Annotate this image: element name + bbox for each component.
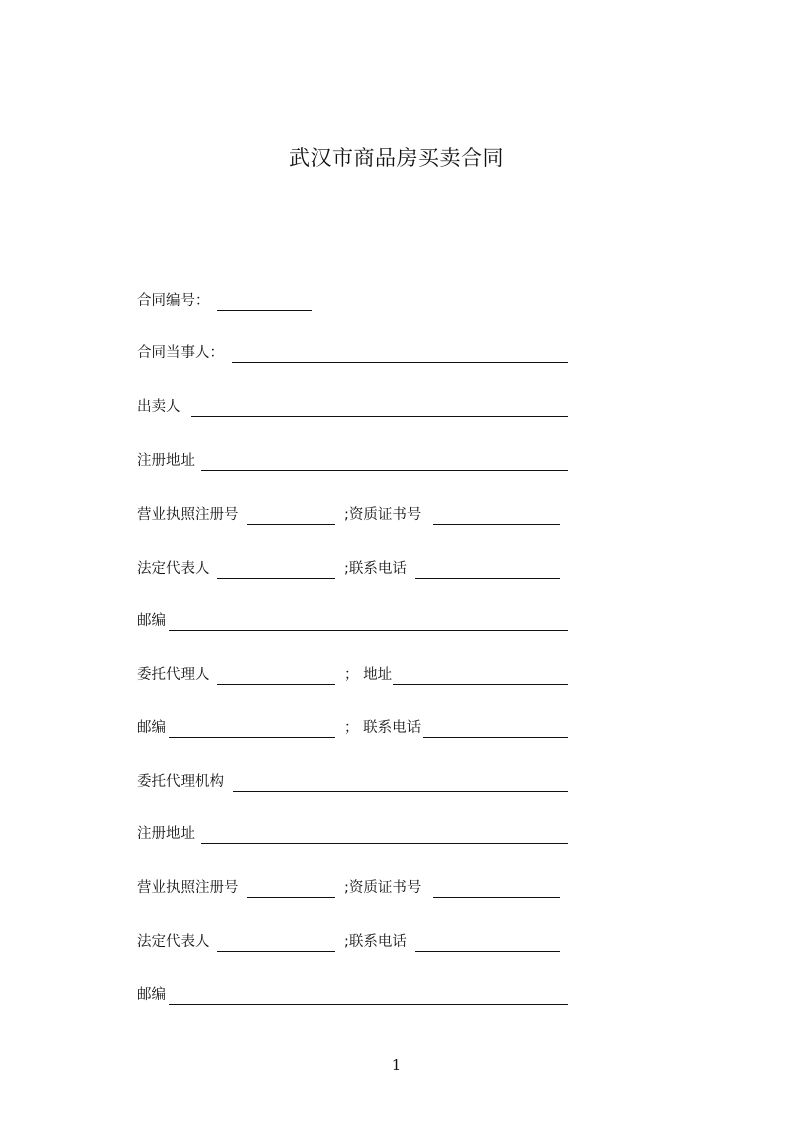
agent-org-row bbox=[137, 771, 577, 793]
page-number: 1 bbox=[391, 1056, 402, 1074]
org-license-row bbox=[137, 877, 577, 899]
org-reg-address-row bbox=[137, 823, 577, 845]
seller-legal-rep-row bbox=[137, 558, 577, 580]
parties-row bbox=[137, 342, 577, 364]
org-license-label: 营业执照注册号 bbox=[137, 880, 239, 896]
agent-row bbox=[137, 664, 577, 686]
org-postcode-blank[interactable] bbox=[169, 1004, 568, 1005]
seller-cert-blank[interactable] bbox=[433, 524, 560, 525]
agent-blank[interactable] bbox=[217, 684, 335, 685]
seller-blank[interactable] bbox=[191, 416, 568, 417]
org-phone-label: ;联系电话 bbox=[344, 934, 407, 950]
parties-label: 合同当事人： bbox=[137, 345, 224, 361]
seller-legal-rep-blank[interactable] bbox=[217, 578, 335, 579]
seller-license-row bbox=[137, 504, 577, 526]
seller-postcode-label: 邮编 bbox=[137, 613, 166, 629]
seller-row bbox=[137, 396, 577, 418]
org-legal-rep-row bbox=[137, 931, 577, 953]
document-title: 武汉市商品房买卖合同 bbox=[289, 146, 504, 170]
org-legal-rep-label: 法定代表人 bbox=[137, 934, 210, 950]
org-reg-address-blank[interactable] bbox=[201, 843, 568, 844]
seller-label: 出卖人 bbox=[137, 399, 181, 415]
contract-number-blank[interactable] bbox=[217, 310, 312, 311]
org-cert-label: ;资质证书号 bbox=[344, 880, 422, 896]
seller-license-blank[interactable] bbox=[247, 524, 335, 525]
agent-phone-blank[interactable] bbox=[423, 737, 568, 738]
agent-address-label: ； 地址 bbox=[344, 667, 393, 683]
agent-phone-label: ； 联系电话 bbox=[344, 720, 422, 736]
org-license-blank[interactable] bbox=[247, 897, 335, 898]
seller-reg-address-row bbox=[137, 450, 577, 472]
org-postcode-label: 邮编 bbox=[137, 987, 166, 1003]
agent-postcode-blank[interactable] bbox=[169, 737, 335, 738]
org-cert-blank[interactable] bbox=[433, 897, 560, 898]
org-reg-address-label: 注册地址 bbox=[137, 826, 195, 842]
org-phone-blank[interactable] bbox=[415, 951, 560, 952]
seller-reg-address-blank[interactable] bbox=[201, 470, 568, 471]
seller-postcode-row bbox=[137, 610, 577, 632]
seller-postcode-blank[interactable] bbox=[169, 630, 568, 631]
seller-phone-label: ;联系电话 bbox=[344, 561, 407, 577]
parties-blank[interactable] bbox=[232, 362, 568, 363]
seller-phone-blank[interactable] bbox=[415, 578, 560, 579]
contract-number-label: 合同编号： bbox=[137, 293, 210, 309]
agent-postcode-row bbox=[137, 717, 577, 739]
seller-license-label: 营业执照注册号 bbox=[137, 507, 239, 523]
org-legal-rep-blank[interactable] bbox=[217, 951, 335, 952]
seller-legal-rep-label: 法定代表人 bbox=[137, 561, 210, 577]
org-postcode-row bbox=[137, 984, 577, 1006]
agent-label: 委托代理人 bbox=[137, 667, 210, 683]
agent-org-label: 委托代理机构 bbox=[137, 774, 224, 790]
seller-reg-address-label: 注册地址 bbox=[137, 453, 195, 469]
seller-cert-label: ;资质证书号 bbox=[344, 507, 422, 523]
agent-address-blank[interactable] bbox=[393, 684, 568, 685]
contract-number-row bbox=[137, 290, 577, 312]
agent-org-blank[interactable] bbox=[233, 791, 568, 792]
agent-postcode-label: 邮编 bbox=[137, 720, 166, 736]
